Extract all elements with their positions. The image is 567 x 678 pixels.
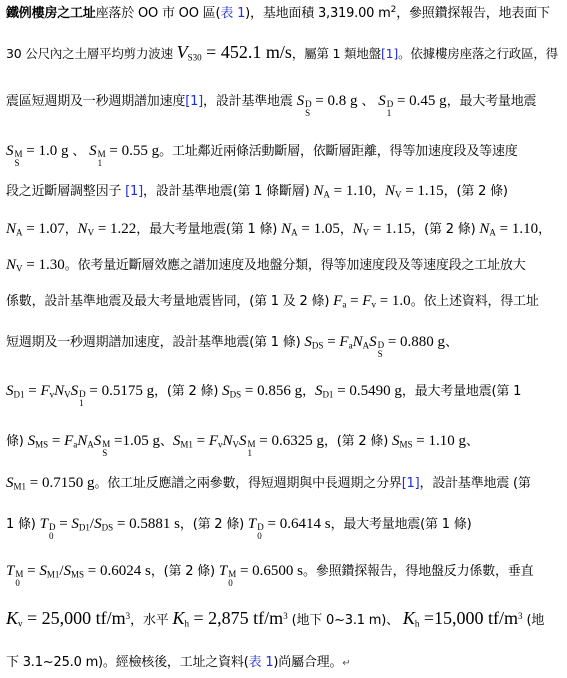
paragraph-line-4: S M S = 1.0 g 、 S M 1 = 0.55 g。工址鄰近兩條活動斷層，依斷層距離，得等加速度段及等速度: [6, 143, 518, 169]
paragraph-line-16: 下 3.1~25.0 m)。經檢核後，工址之資料(表 1)尚屬合理。↵: [6, 655, 351, 670]
paragraph-line-3: 震區短週期及一秒週期譜加速度[1]，設計基準地震 S D S = 0.8 g 、 S D 1 = 0.45 g，最大考量地震: [6, 93, 537, 119]
paragraph-mark-icon: ↵: [342, 658, 351, 669]
paragraph-line-1: 鐵例樓房之工址座落於 OO 市 OO 區(表 1)，基地面積 3,319.00 $m^2$，參照鑽探報告，地表面下: [6, 5, 550, 21]
reference-link-1[interactable]: [1]: [125, 184, 143, 199]
paragraph-line-7: $N_V = 1.30$。依考量近斷層效應之譜加速度及地盤分類，得等加速度段及等速度段之工址放大: [6, 257, 526, 274]
paragraph-line-2: 30 公尺內之土層平均剪力波速 $V_{S30} = 452.1$ m/s，屬第 1 類地盤[1]。依據樓房座落之行政區，得: [6, 42, 558, 63]
reference-link-1[interactable]: [1]: [401, 476, 420, 491]
paragraph-line-11: 條) $S_{MS} = F_aN_AS$ M S =1.05 g、$S_{M1} = F_vN_VS$ M 1 = 0.6325 g，(第 2 條) $S_{MS} = 1.10$ g、: [6, 433, 479, 459]
paragraph-line-5: 段之近斷層調整因子 [1]，設計基準地震(第 1 條斷層) $N_A = 1.10$，$N_V = 1.15$，(第 2 條): [6, 183, 508, 200]
paragraph-line-12: $S_{M1} = 0.7150$ g。依工址反應譜之兩參數，得短週期與中長週期之分界[1]，設計基準地震 (第: [6, 475, 531, 492]
paragraph-line-6: $N_A = 1.07$，$N_V = 1.22$，最大考量地震(第 1 條) $N_A = 1.05$，$N_V = 1.15$，(第 2 條) $N_A = 1.10$，: [6, 221, 551, 238]
document-title: 鐵例樓房之工址: [6, 6, 96, 21]
reference-link-1[interactable]: [1]: [185, 94, 204, 109]
paragraph-line-14: T M 0 = $S_{M1}/S_{MS} = 0.6024$ s，(第 2 條) T M 0 = 0.6500 s。參照鑽探報告，得地盤反力係數，垂直: [6, 563, 534, 589]
paragraph-line-9: 短週期及一秒週期譜加速度，設計基準地震(第 1 條) $S_{DS} = F_aN_AS$ D S = 0.880 g、: [6, 334, 458, 360]
paragraph-line-15: $K_v = 25,000$ $tf/m^3$，水平 $K_h = 2,875$ $tf/m^3$ (地下 0~3.1 m)、 $K_h =15,000$ $tf/m^3$ (地: [6, 608, 545, 629]
reference-link-1[interactable]: [1]: [380, 46, 399, 61]
paragraph-line-10: $S_{D1} = F_vN_VS$ D 1 = 0.5175 g，(第 2 條) $S_{DS} = 0.856$ g，$S_{D1} = 0.5490$ g，最大考量地震(第 1: [6, 383, 522, 409]
table-reference-link[interactable]: 表 1: [220, 6, 246, 21]
paragraph-line-13: 1 條) T D 0 = $S_{D1}/S_{DS} = 0.5881$ s，(第 2 條) T D 0 = 0.6414 s，最大考量地震(第 1 條): [6, 516, 472, 542]
paragraph-line-8: 係數，設計基準地震及最大考量地震皆同，(第 1 及 2 條) $F_a = F_v = 1.0$。依上述資料，得工址: [6, 293, 539, 310]
table-reference-link[interactable]: 表 1: [248, 655, 274, 670]
